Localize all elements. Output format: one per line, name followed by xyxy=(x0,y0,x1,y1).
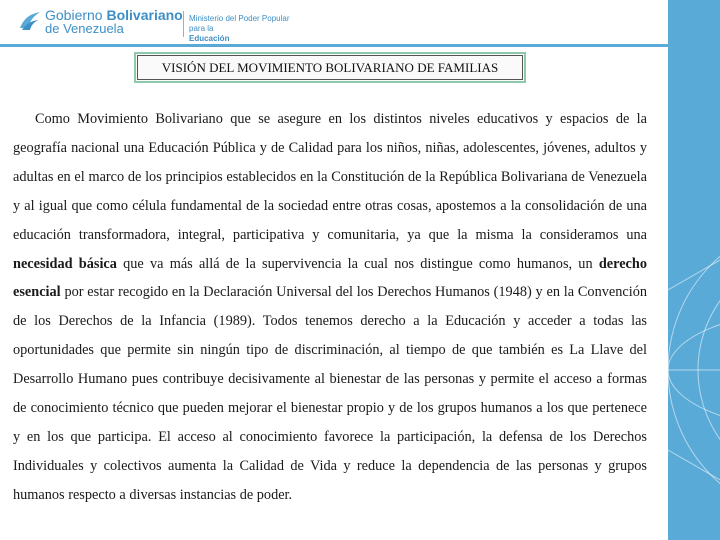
logo-separator xyxy=(183,11,184,37)
body-bold-derecho: derecho esencial xyxy=(13,255,647,301)
government-logo-text xyxy=(45,9,183,35)
logo-line1-prefix: Gobierno xyxy=(45,7,103,23)
body-text-part3: por estar recogido en la Declaración Universal del los Derechos Humanos (1948) y en la Convención de los Derechos de la Infancia (1989). Todos tenemos derecho a la Educación y acceder a todas las oportunidades que permite sin ningún tipo de discriminación, al tiempo de que también es La Llave del Desarrollo Humano pues contribuye decisivamente al bienestar de las personas y permite el acceso a formas de conocimiento técnico que pueden mejorar el bienestar propio y de los grupos humanos a los que pertenece y en los que participa. El acceso al conocimiento favorece la participación, la defensa de los Derechos Individuales y colectivos aumenta la Calidad de Vida y reduce la dependencia de las personas y grupos humanos respecto a diversas instancias de poder. xyxy=(13,284,647,503)
body-bold-necesidad: necesidad básica xyxy=(13,255,117,272)
logo-line1-bold: Bolivariano xyxy=(106,7,183,23)
ministry-line2-bold: Educación xyxy=(189,34,230,43)
right-decorative-band xyxy=(668,0,720,540)
slide-title: VISIÓN DEL MOVIMIENTO BOLIVARIANO DE FAMILIAS xyxy=(134,52,526,83)
ministry-line2-prefix: para la xyxy=(189,24,214,33)
globe-grid-icon xyxy=(668,0,720,540)
body-text-part2: que va más allá de la supervivencia la cual nos distingue como humanos, un xyxy=(116,255,599,272)
body-text-part1: Como Movimiento Bolivariano que se asegure en los distintos niveles educativos y espacios de la geografía nacional una Educación Pública y de Calidad para los niños, niñas, adolescentes, jóvenes, adultos y adultas en el marco de los principios establecidos en la Constitución de la República Bolivariana de Venezuela y al igual que como célula fundamental de la sociedad entre otras cosas, apostemos a la consolidación de una educación transformadora, integral, participativa y comunitaria, ya que la misma la consideramos una xyxy=(13,111,647,243)
ministry-line1: Ministerio del Poder Popular xyxy=(189,14,290,23)
header-divider xyxy=(0,44,668,47)
body-paragraph xyxy=(13,105,647,510)
government-logo-icon xyxy=(18,8,42,32)
page-header xyxy=(0,0,668,44)
logo-line2: de Venezuela xyxy=(45,21,124,36)
ministry-label xyxy=(189,14,290,44)
